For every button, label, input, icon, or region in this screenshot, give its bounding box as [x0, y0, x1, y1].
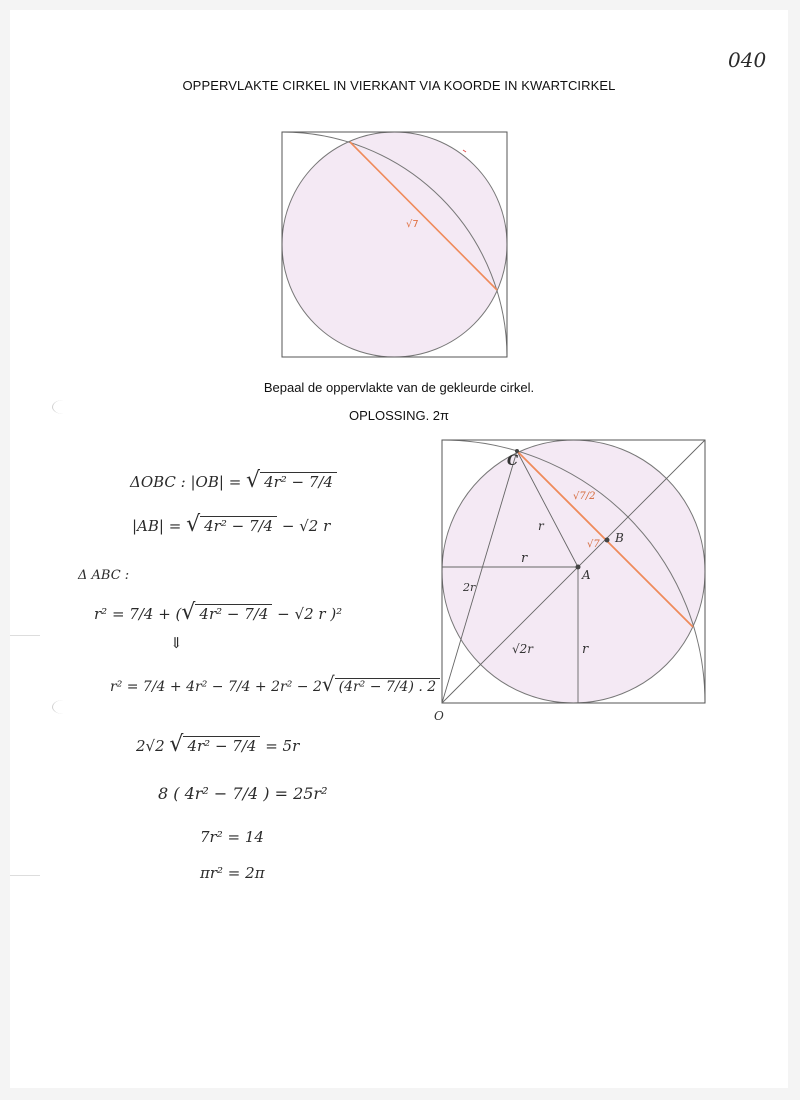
page-title: OPPERVLAKTE CIRKEL IN VIERKANT VIA KOORDE IN KWARTCIRKEL	[182, 78, 616, 93]
label-root7: √7	[587, 539, 600, 550]
label-r-right: r	[582, 642, 589, 657]
page-number: 040	[728, 48, 767, 72]
figure-solution	[10, 10, 788, 1088]
work-line-6: 2√2 √ 4r² − 7/4 = 5r	[136, 732, 300, 757]
work-line-8: 7r² = 14	[200, 828, 264, 846]
work-line-4: r² = 7/4 + (√ 4r² − 7/4 − √2 r )²	[94, 600, 343, 625]
point-B	[605, 538, 610, 543]
chord-label: √7	[406, 219, 419, 230]
point-A	[576, 565, 581, 570]
question-text: Bepaal de oppervlakte van de gekleurde cirkel.	[263, 380, 535, 395]
scan-margin-mark	[10, 875, 40, 876]
label-root2-r: √2r	[512, 642, 534, 656]
work-line-1: ΔOBC : |OB| = √ 4r² − 7/4	[130, 468, 337, 493]
label-r-top: r	[538, 519, 544, 533]
scan-margin-mark	[10, 635, 40, 636]
work-line-2: |AB| = √ 4r² − 7/4 − √2 r	[132, 512, 331, 537]
work-line-3: Δ ABC :	[78, 568, 130, 583]
solution-text: OPLOSSING. 2π	[348, 408, 449, 423]
label-r-mid: r	[521, 551, 528, 566]
label-C: C	[507, 453, 519, 469]
work-line-7: 8 ( 4r² − 7/4 ) = 25r²	[158, 784, 328, 803]
work-arrow: ⇓	[170, 634, 183, 652]
label-2r: 2r	[463, 581, 476, 594]
work-line-9: πr² = 2π	[200, 864, 265, 882]
punch-hole-mark	[52, 700, 75, 714]
scanned-page	[10, 10, 788, 1088]
label-B: B	[615, 531, 624, 545]
punch-hole-mark	[52, 400, 75, 414]
label-O: O	[434, 709, 444, 723]
work-line-5: r² = 7/4 + 4r² − 7/4 + 2r² − 2√ (4r² − 7/4) . 2	[110, 672, 440, 696]
label-A: A	[582, 568, 591, 582]
label-root7-half: √7/2	[573, 491, 596, 502]
